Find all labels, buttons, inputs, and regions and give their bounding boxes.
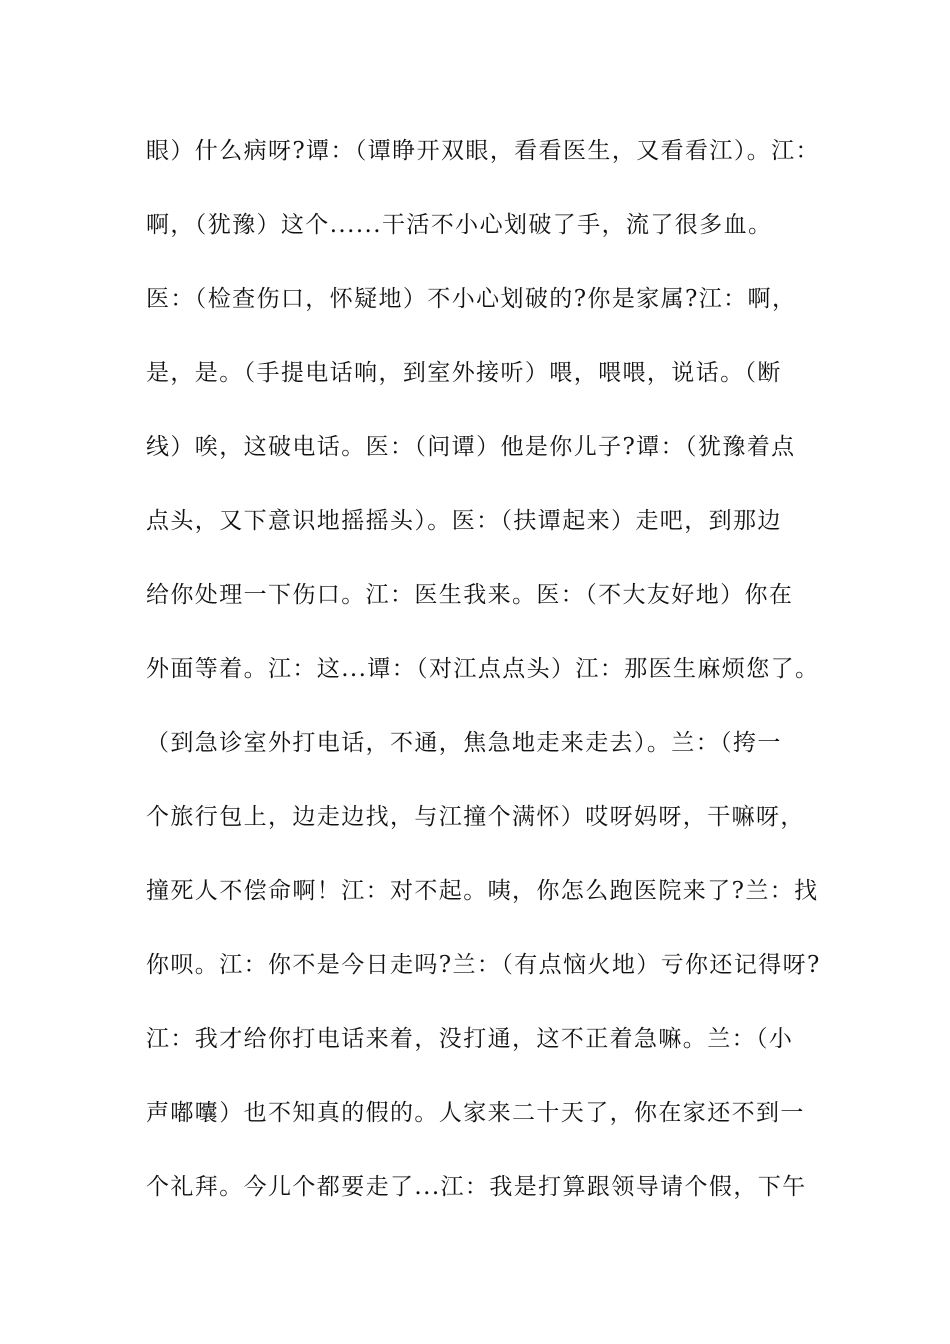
text-line: 撞死人不偿命啊！江：对不起。咦，你怎么跑医院来了?兰：找 xyxy=(146,878,819,904)
script-text xyxy=(146,131,826,1241)
text-line: 声嘟囔）也不知真的假的。人家来二十天了，你在家还不到一 xyxy=(146,1100,805,1126)
text-line: 眼）什么病呀?谭：（谭睁开双眼，看看医生，又看看江）。江： xyxy=(146,138,820,164)
text-line: 外面等着。江：这...谭：（对江点点头）江：那医生麻烦您了。 xyxy=(146,656,820,682)
text-line: 点头，又下意识地摇摇头）。医：（扶谭起来）走吧，到那边 xyxy=(146,508,782,534)
text-line: 医：（检查伤口，怀疑地）不小心划破的?你是家属?江：啊， xyxy=(146,286,797,312)
text-line: 个礼拜。今儿个都要走了...江：我是打算跟领导请个假，下午 xyxy=(146,1174,807,1200)
text-line: 个旅行包上，边走边找，与江撞个满怀）哎呀妈呀，干嘛呀， xyxy=(146,804,805,830)
text-line: 啊，（犹豫）这个......干活不小心划破了手，流了很多血。 xyxy=(146,212,773,238)
text-line: （到急诊室外打电话，不通，焦急地走来走去）。兰：（挎一 xyxy=(146,730,782,756)
text-line: 给你处理一下伤口。江：医生我来。医：（不大友好地）你在 xyxy=(146,582,794,608)
text-line: 江：我才给你打电话来着，没打通，这不正着急嘛。兰：（小 xyxy=(146,1026,794,1052)
text-line: 是，是。（手提电话响，到室外接听）喂，喂喂，说话。（断 xyxy=(146,360,782,386)
text-line: 线）唉，这破电话。医：（问谭）他是你儿子?谭：（犹豫着点 xyxy=(146,434,796,460)
text-line: 你呗。江：你不是今日走吗?兰：（有点恼火地）亏你还记得呀? xyxy=(146,952,821,978)
